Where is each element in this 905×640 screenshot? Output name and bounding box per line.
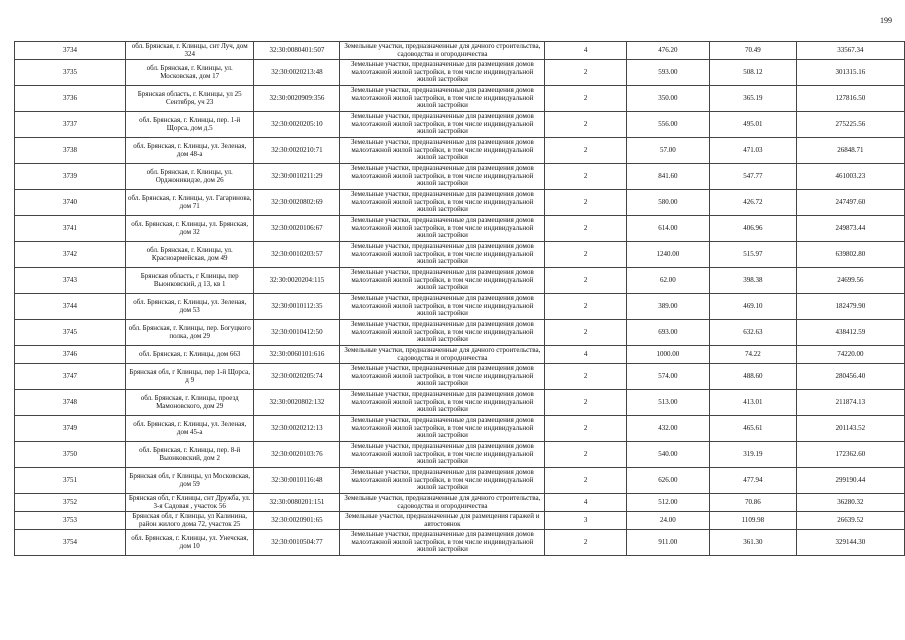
cadastral-value-cell: 24699.56 bbox=[796, 268, 904, 294]
cadastral-value-cell: 172362.60 bbox=[796, 442, 904, 468]
category-cell: 2 bbox=[545, 320, 626, 346]
cadastral-value-table bbox=[14, 41, 905, 556]
cadastral-value-cell: 74220.00 bbox=[796, 346, 904, 364]
area-cell: 432.00 bbox=[626, 416, 709, 442]
area-cell: 911.00 bbox=[626, 530, 709, 556]
category-cell: 2 bbox=[545, 164, 626, 190]
table-row bbox=[15, 346, 905, 364]
address-cell: обл. Брянская, г. Клинцы, проезд Мамоновского, дом 29 bbox=[125, 390, 254, 416]
unit-value-cell: 361.30 bbox=[709, 530, 796, 556]
table-row bbox=[15, 42, 905, 60]
row-number-cell: 3746 bbox=[15, 346, 126, 364]
address-cell: Брянская область, г. Клинцы, ул 25 Сентября, уч 23 bbox=[125, 86, 254, 112]
unit-value-cell: 471.03 bbox=[709, 138, 796, 164]
table-row bbox=[15, 86, 905, 112]
row-number-cell: 3753 bbox=[15, 512, 126, 530]
cadastral-number-cell: 32:30:0010211:29 bbox=[254, 164, 340, 190]
land-use-cell: Земельные участки, предназначенные для дачного строительства, садоводства и огородничества bbox=[340, 494, 545, 512]
unit-value-cell: 632.63 bbox=[709, 320, 796, 346]
table-row bbox=[15, 512, 905, 530]
cadastral-number-cell: 32:30:0020909:356 bbox=[254, 86, 340, 112]
cadastral-number-cell: 32:30:0020802:132 bbox=[254, 390, 340, 416]
row-number-cell: 3745 bbox=[15, 320, 126, 346]
row-number-cell: 3739 bbox=[15, 164, 126, 190]
cadastral-value-cell: 36280.32 bbox=[796, 494, 904, 512]
land-use-cell: Земельные участки, предназначенные для размещения домов малоэтажной жилой застройки, в том числе индивидуальной жилой застройки bbox=[340, 216, 545, 242]
row-number-cell: 3737 bbox=[15, 112, 126, 138]
address-cell: Брянская обл, г Клинцы, снт Дружба, ул. 3-я Садовая , участок 56 bbox=[125, 494, 254, 512]
row-number-cell: 3738 bbox=[15, 138, 126, 164]
unit-value-cell: 547.77 bbox=[709, 164, 796, 190]
cadastral-value-cell: 280456.40 bbox=[796, 364, 904, 390]
category-cell: 2 bbox=[545, 442, 626, 468]
address-cell: обл. Брянская, г. Клинцы, снт Луч, дом 324 bbox=[125, 42, 254, 60]
cadastral-number-cell: 32:30:0010203:57 bbox=[254, 242, 340, 268]
row-number-cell: 3735 bbox=[15, 60, 126, 86]
row-number-cell: 3751 bbox=[15, 468, 126, 494]
category-cell: 2 bbox=[545, 468, 626, 494]
cadastral-value-cell: 301315.16 bbox=[796, 60, 904, 86]
category-cell: 4 bbox=[545, 494, 626, 512]
area-cell: 540.00 bbox=[626, 442, 709, 468]
row-number-cell: 3740 bbox=[15, 190, 126, 216]
land-use-cell: Земельные участки, предназначенные для размещения домов малоэтажной жилой застройки, в том числе индивидуальной жилой застройки bbox=[340, 416, 545, 442]
land-use-cell: Земельные участки, предназначенные для размещения домов малоэтажной жилой застройки, в том числе индивидуальной жилой застройки bbox=[340, 86, 545, 112]
cadastral-value-cell: 201143.52 bbox=[796, 416, 904, 442]
address-cell: обл. Брянская, г. Клинцы, пер. Богуцкого полка, дом 29 bbox=[125, 320, 254, 346]
unit-value-cell: 365.19 bbox=[709, 86, 796, 112]
category-cell: 2 bbox=[545, 416, 626, 442]
area-cell: 626.00 bbox=[626, 468, 709, 494]
table-row bbox=[15, 112, 905, 138]
table-row bbox=[15, 468, 905, 494]
cadastral-value-cell: 33567.34 bbox=[796, 42, 904, 60]
land-use-cell: Земельные участки, предназначенные для размещения домов малоэтажной жилой застройки, в том числе индивидуальной жилой застройки bbox=[340, 364, 545, 390]
address-cell: обл. Брянская, г. Клинцы, ул. Орджоникидзе, дом 26 bbox=[125, 164, 254, 190]
area-cell: 574.00 bbox=[626, 364, 709, 390]
table-row bbox=[15, 294, 905, 320]
row-number-cell: 3749 bbox=[15, 416, 126, 442]
land-use-cell: Земельные участки, предназначенные для размещения домов малоэтажной жилой застройки, в том числе индивидуальной жилой застройки bbox=[340, 268, 545, 294]
table-row bbox=[15, 390, 905, 416]
cadastral-number-cell: 32:30:0020210:71 bbox=[254, 138, 340, 164]
address-cell: обл. Брянская, г. Клинцы, ул. Брянская, дом 32 bbox=[125, 216, 254, 242]
address-cell: обл. Брянская, г. Клинцы, ул. Зеленая, дом 53 bbox=[125, 294, 254, 320]
area-cell: 512.00 bbox=[626, 494, 709, 512]
row-number-cell: 3743 bbox=[15, 268, 126, 294]
row-number-cell: 3754 bbox=[15, 530, 126, 556]
area-cell: 580.00 bbox=[626, 190, 709, 216]
category-cell: 2 bbox=[545, 190, 626, 216]
unit-value-cell: 413.01 bbox=[709, 390, 796, 416]
area-cell: 57.00 bbox=[626, 138, 709, 164]
cadastral-value-cell: 275225.56 bbox=[796, 112, 904, 138]
area-cell: 1240.00 bbox=[626, 242, 709, 268]
address-cell: обл. Брянская, г. Клинцы, ул. Зеленая, дом 45-а bbox=[125, 416, 254, 442]
land-use-cell: Земельные участки, предназначенные для размещения домов малоэтажной жилой застройки, в том числе индивидуальной жилой застройки bbox=[340, 60, 545, 86]
unit-value-cell: 70.49 bbox=[709, 42, 796, 60]
cadastral-value-cell: 461003.23 bbox=[796, 164, 904, 190]
area-cell: 513.00 bbox=[626, 390, 709, 416]
table-row bbox=[15, 320, 905, 346]
land-use-cell: Земельные участки, предназначенные для размещения домов малоэтажной жилой застройки, в том числе индивидуальной жилой застройки bbox=[340, 138, 545, 164]
land-use-cell: Земельные участки, предназначенные для размещения домов малоэтажной жилой застройки, в том числе индивидуальной жилой застройки bbox=[340, 390, 545, 416]
unit-value-cell: 398.38 bbox=[709, 268, 796, 294]
row-number-cell: 3741 bbox=[15, 216, 126, 242]
table-row bbox=[15, 60, 905, 86]
cadastral-number-cell: 32:30:0020205:74 bbox=[254, 364, 340, 390]
unit-value-cell: 515.97 bbox=[709, 242, 796, 268]
cadastral-number-cell: 32:30:0080401:507 bbox=[254, 42, 340, 60]
cadastral-number-cell: 32:30:0020204:115 bbox=[254, 268, 340, 294]
cadastral-number-cell: 32:30:0020802:69 bbox=[254, 190, 340, 216]
unit-value-cell: 1109.98 bbox=[709, 512, 796, 530]
unit-value-cell: 477.94 bbox=[709, 468, 796, 494]
area-cell: 1000.00 bbox=[626, 346, 709, 364]
cadastral-value-cell: 249873.44 bbox=[796, 216, 904, 242]
category-cell: 4 bbox=[545, 42, 626, 60]
row-number-cell: 3750 bbox=[15, 442, 126, 468]
address-cell: обл. Брянская, г. Клинцы, ул. Унечская, дом 10 bbox=[125, 530, 254, 556]
table-row bbox=[15, 216, 905, 242]
address-cell: Брянская обл, г Клинцы, ул Московская, дом 59 bbox=[125, 468, 254, 494]
cadastral-value-cell: 299190.44 bbox=[796, 468, 904, 494]
category-cell: 2 bbox=[545, 268, 626, 294]
cadastral-number-cell: 32:30:0010504:77 bbox=[254, 530, 340, 556]
land-use-cell: Земельные участки, предназначенные для размещения домов малоэтажной жилой застройки, в том числе индивидуальной жилой застройки bbox=[340, 190, 545, 216]
category-cell: 2 bbox=[545, 112, 626, 138]
cadastral-number-cell: 32:30:0020212:13 bbox=[254, 416, 340, 442]
table-row bbox=[15, 242, 905, 268]
address-cell: Брянская обл, г Клинцы, пер 1-й Щорса, д 9 bbox=[125, 364, 254, 390]
area-cell: 24.00 bbox=[626, 512, 709, 530]
page-number: 199 bbox=[880, 16, 892, 25]
table-row bbox=[15, 416, 905, 442]
table-row bbox=[15, 494, 905, 512]
area-cell: 556.00 bbox=[626, 112, 709, 138]
category-cell: 2 bbox=[545, 138, 626, 164]
row-number-cell: 3742 bbox=[15, 242, 126, 268]
cadastral-value-cell: 127816.50 bbox=[796, 86, 904, 112]
category-cell: 2 bbox=[545, 294, 626, 320]
unit-value-cell: 465.61 bbox=[709, 416, 796, 442]
unit-value-cell: 495.01 bbox=[709, 112, 796, 138]
category-cell: 4 bbox=[545, 346, 626, 364]
unit-value-cell: 488.60 bbox=[709, 364, 796, 390]
category-cell: 3 bbox=[545, 512, 626, 530]
cadastral-value-cell: 26639.52 bbox=[796, 512, 904, 530]
land-use-cell: Земельные участки, предназначенные для размещения домов малоэтажной жилой застройки, в том числе индивидуальной жилой застройки bbox=[340, 442, 545, 468]
cadastral-value-cell: 329144.30 bbox=[796, 530, 904, 556]
row-number-cell: 3747 bbox=[15, 364, 126, 390]
land-use-cell: Земельные участки, предназначенные для дачного строительства, садоводства и огородничества bbox=[340, 42, 545, 60]
unit-value-cell: 319.19 bbox=[709, 442, 796, 468]
land-use-cell: Земельные участки, предназначенные для размещения домов малоэтажной жилой застройки, в том числе индивидуальной жилой застройки bbox=[340, 164, 545, 190]
land-use-cell: Земельные участки, предназначенные для размещения домов малоэтажной жилой застройки, в том числе индивидуальной жилой застройки bbox=[340, 242, 545, 268]
cadastral-number-cell: 32:30:0020106:67 bbox=[254, 216, 340, 242]
area-cell: 389.00 bbox=[626, 294, 709, 320]
cadastral-number-cell: 32:30:0010412:50 bbox=[254, 320, 340, 346]
unit-value-cell: 469.10 bbox=[709, 294, 796, 320]
cadastral-number-cell: 32:30:0020901:65 bbox=[254, 512, 340, 530]
category-cell: 2 bbox=[545, 390, 626, 416]
address-cell: обл. Брянская, г. Клинцы, ул. Московская, дом 17 bbox=[125, 60, 254, 86]
address-cell: обл. Брянская, г. Клинцы, дом 663 bbox=[125, 346, 254, 364]
address-cell: обл. Брянская, г. Клинцы, пер. 8-й Выонковский, дом 2 bbox=[125, 442, 254, 468]
table-row bbox=[15, 164, 905, 190]
row-number-cell: 3752 bbox=[15, 494, 126, 512]
category-cell: 2 bbox=[545, 364, 626, 390]
unit-value-cell: 426.72 bbox=[709, 190, 796, 216]
area-cell: 614.00 bbox=[626, 216, 709, 242]
row-number-cell: 3744 bbox=[15, 294, 126, 320]
table-row bbox=[15, 364, 905, 390]
unit-value-cell: 74.22 bbox=[709, 346, 796, 364]
table-row bbox=[15, 268, 905, 294]
cadastral-value-cell: 438412.59 bbox=[796, 320, 904, 346]
address-cell: обл. Брянская, г. Клинцы, ул. Красноармейская, дом 49 bbox=[125, 242, 254, 268]
land-use-cell: Земельные участки, предназначенные для размещения домов малоэтажной жилой застройки, в том числе индивидуальной жилой застройки bbox=[340, 468, 545, 494]
land-use-cell: Земельные участки, предназначенные для размещения домов малоэтажной жилой застройки, в том числе индивидуальной жилой застройки bbox=[340, 112, 545, 138]
cadastral-value-cell: 247497.60 bbox=[796, 190, 904, 216]
unit-value-cell: 508.12 bbox=[709, 60, 796, 86]
cadastral-number-cell: 32:30:0020103:76 bbox=[254, 442, 340, 468]
cadastral-number-cell: 32:30:0020213:48 bbox=[254, 60, 340, 86]
table-row bbox=[15, 190, 905, 216]
category-cell: 2 bbox=[545, 530, 626, 556]
cadastral-number-cell: 32:30:0060101:616 bbox=[254, 346, 340, 364]
table-row bbox=[15, 138, 905, 164]
land-use-cell: Земельные участки, предназначенные для размещения гаражей и автостоянок bbox=[340, 512, 545, 530]
cadastral-number-cell: 32:30:0020205:10 bbox=[254, 112, 340, 138]
row-number-cell: 3736 bbox=[15, 86, 126, 112]
cadastral-value-cell: 639802.80 bbox=[796, 242, 904, 268]
land-use-cell: Земельные участки, предназначенные для размещения домов малоэтажной жилой застройки, в том числе индивидуальной жилой застройки bbox=[340, 320, 545, 346]
area-cell: 476.20 bbox=[626, 42, 709, 60]
land-use-cell: Земельные участки, предназначенные для размещения домов малоэтажной жилой застройки, в том числе индивидуальной жилой застройки bbox=[340, 294, 545, 320]
address-cell: обл. Брянская, г. Клинцы, ул. Гагаринова, дом 71 bbox=[125, 190, 254, 216]
unit-value-cell: 406.96 bbox=[709, 216, 796, 242]
unit-value-cell: 70.86 bbox=[709, 494, 796, 512]
cadastral-number-cell: 32:30:0010116:48 bbox=[254, 468, 340, 494]
cadastral-value-cell: 211874.13 bbox=[796, 390, 904, 416]
land-use-cell: Земельные участки, предназначенные для дачного строительства, садоводства и огородничества bbox=[340, 346, 545, 364]
cadastral-value-cell: 26848.71 bbox=[796, 138, 904, 164]
area-cell: 841.60 bbox=[626, 164, 709, 190]
cadastral-value-cell: 182479.90 bbox=[796, 294, 904, 320]
address-cell: обл. Брянская, г. Клинцы, пер. 1-й Щорса, дом д.5 bbox=[125, 112, 254, 138]
area-cell: 62.00 bbox=[626, 268, 709, 294]
area-cell: 350.00 bbox=[626, 86, 709, 112]
area-cell: 693.00 bbox=[626, 320, 709, 346]
category-cell: 2 bbox=[545, 216, 626, 242]
cadastral-number-cell: 32:30:0080201:151 bbox=[254, 494, 340, 512]
category-cell: 2 bbox=[545, 60, 626, 86]
row-number-cell: 3734 bbox=[15, 42, 126, 60]
address-cell: Брянская область, г Клинцы, пер Выонковский, д 13, кв 1 bbox=[125, 268, 254, 294]
table-row bbox=[15, 442, 905, 468]
cadastral-number-cell: 32:30:0010112:35 bbox=[254, 294, 340, 320]
table-row bbox=[15, 530, 905, 556]
row-number-cell: 3748 bbox=[15, 390, 126, 416]
land-use-cell: Земельные участки, предназначенные для размещения домов малоэтажной жилой застройки, в том числе индивидуальной жилой застройки bbox=[340, 530, 545, 556]
category-cell: 2 bbox=[545, 242, 626, 268]
area-cell: 593.00 bbox=[626, 60, 709, 86]
address-cell: обл. Брянская, г. Клинцы, ул. Зеленая, дом 48-а bbox=[125, 138, 254, 164]
category-cell: 2 bbox=[545, 86, 626, 112]
address-cell: Брянская обл, г Клинцы, ул Калинина, район жилого дома 72, участок 25 bbox=[125, 512, 254, 530]
